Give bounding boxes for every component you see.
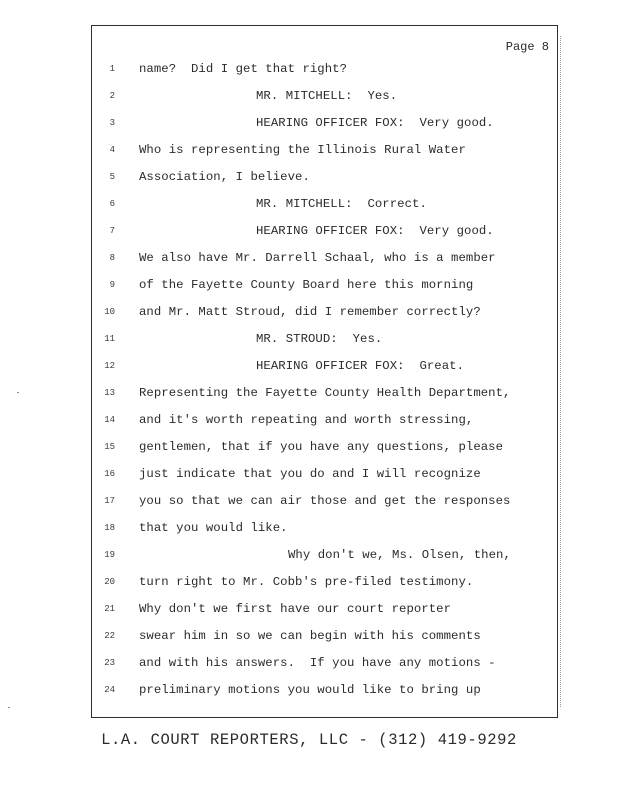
line-number: 12 — [104, 360, 115, 371]
line-number: 7 — [109, 225, 115, 236]
transcript-line — [92, 595, 557, 622]
line-number: 1 — [109, 63, 115, 74]
line-text: gentlemen, that if you have any questions, please — [139, 439, 504, 454]
transcript-line — [92, 109, 557, 136]
line-text: of the Fayette County Board here this morning — [139, 277, 474, 292]
line-text: swear him in so we can begin with his comments — [139, 628, 481, 643]
transcript-line — [92, 406, 557, 433]
transcript-line — [92, 271, 557, 298]
line-number: 19 — [104, 549, 115, 560]
transcript-lines — [92, 55, 557, 703]
line-text: HEARING OFFICER FOX: Great. — [256, 358, 465, 373]
line-number: 16 — [104, 468, 115, 479]
line-text: and it's worth repeating and worth stressing, — [139, 412, 474, 427]
transcript-line — [92, 568, 557, 595]
line-text: We also have Mr. Darrell Schaal, who is a member — [139, 250, 496, 265]
transcript-line — [92, 352, 557, 379]
transcript-line — [92, 487, 557, 514]
scan-speck — [8, 707, 10, 708]
line-text: Why don't we first have our court reporter — [139, 601, 452, 616]
line-number: 11 — [104, 333, 115, 344]
transcript-line — [92, 676, 557, 703]
line-text: and with his answers. If you have any motions - — [139, 655, 496, 670]
line-number: 9 — [109, 279, 115, 290]
line-number: 22 — [104, 630, 115, 641]
line-number: 3 — [109, 117, 115, 128]
line-text: that you would like. — [139, 520, 288, 535]
transcript-line — [92, 244, 557, 271]
transcript-line — [92, 541, 557, 568]
scan-speck — [17, 392, 19, 393]
line-number: 13 — [104, 387, 115, 398]
line-number: 18 — [104, 522, 115, 533]
line-text: Who is representing the Illinois Rural Water — [139, 142, 466, 157]
line-number: 20 — [104, 576, 115, 587]
line-number: 8 — [109, 252, 115, 263]
line-number: 23 — [104, 657, 115, 668]
transcript-line — [92, 325, 557, 352]
transcript-line — [92, 163, 557, 190]
line-text: just indicate that you do and I will recognize — [139, 466, 481, 481]
line-number: 5 — [109, 171, 115, 182]
transcript-line — [92, 622, 557, 649]
transcript-line — [92, 136, 557, 163]
court-reporter-footer: L.A. COURT REPORTERS, LLC - (312) 419-9292 — [101, 731, 517, 749]
line-text: turn right to Mr. Cobb's pre-filed testimony. — [139, 574, 474, 589]
line-number: 4 — [109, 144, 115, 155]
transcript-line — [92, 433, 557, 460]
transcript-line — [92, 82, 557, 109]
line-text: HEARING OFFICER FOX: Very good. — [256, 223, 494, 238]
line-text: MR. MITCHELL: Correct. — [256, 196, 427, 211]
line-text: and Mr. Matt Stroud, did I remember correctly? — [139, 304, 481, 319]
line-number: 6 — [109, 198, 115, 209]
line-text: MR. MITCHELL: Yes. — [256, 88, 398, 103]
line-number: 2 — [109, 90, 115, 101]
transcript-line — [92, 55, 557, 82]
page-number: Page 8 — [505, 40, 549, 54]
line-text: Association, I believe. — [139, 169, 310, 184]
line-text: Why don't we, Ms. Olsen, then, — [288, 547, 511, 562]
line-number: 21 — [104, 603, 115, 614]
line-text: Representing the Fayette County Health Department, — [139, 385, 511, 400]
line-number: 10 — [104, 306, 115, 317]
transcript-line — [92, 649, 557, 676]
line-text: MR. STROUD: Yes. — [256, 331, 383, 346]
transcript-line — [92, 298, 557, 325]
transcript-line — [92, 190, 557, 217]
line-text: preliminary motions you would like to bring up — [139, 682, 481, 697]
transcript-line — [92, 217, 557, 244]
line-number: 17 — [104, 495, 115, 506]
line-text: you so that we can air those and get the responses — [139, 493, 511, 508]
transcript-page — [91, 25, 558, 718]
line-text: name? Did I get that right? — [139, 61, 348, 76]
transcript-line — [92, 514, 557, 541]
transcript-line — [92, 379, 557, 406]
line-number: 24 — [104, 684, 115, 695]
transcript-line — [92, 460, 557, 487]
line-number: 14 — [104, 414, 115, 425]
line-number: 15 — [104, 441, 115, 452]
line-text: HEARING OFFICER FOX: Very good. — [256, 115, 494, 130]
